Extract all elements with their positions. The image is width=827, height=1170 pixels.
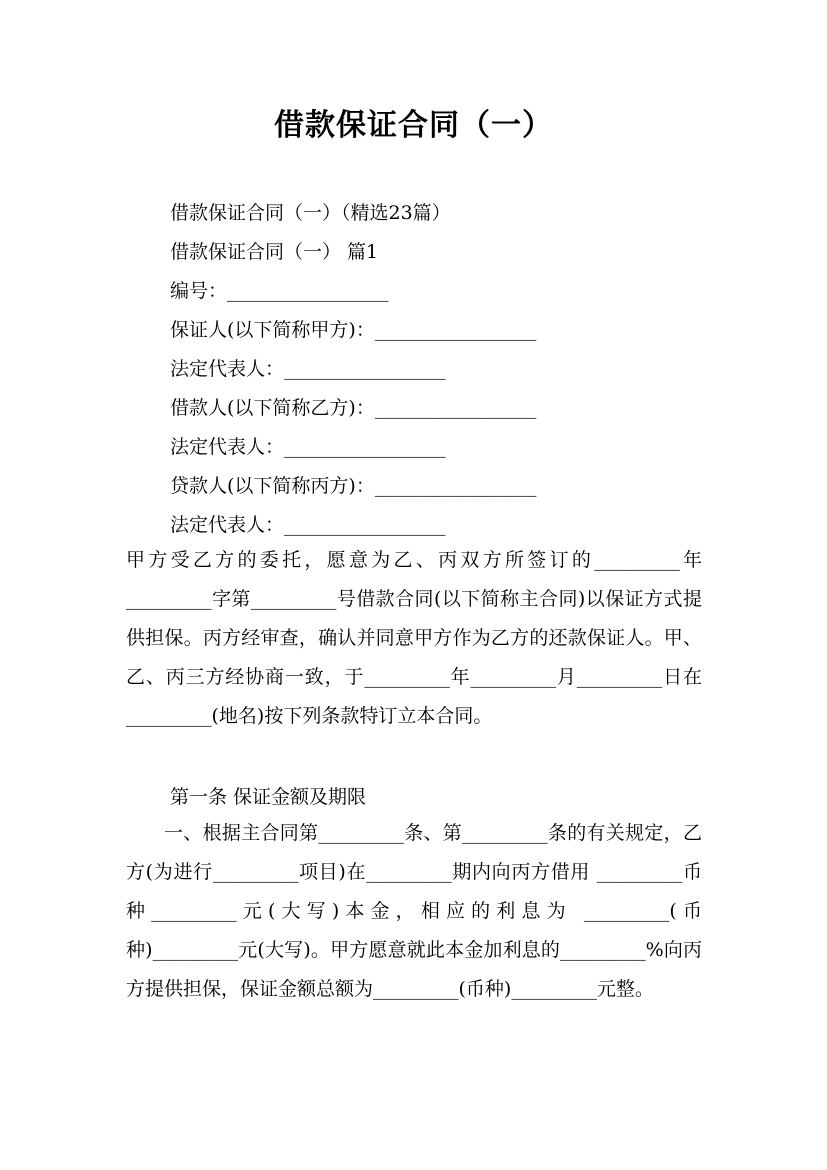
article-heading: 第一条 保证金额及期限: [170, 786, 367, 808]
lender-representative-field: 法定代表人：_________________: [170, 514, 446, 536]
preamble-paragraph: 甲方受乙方的委托，愿意为乙、丙双方所签订的_________年_________字第_________号借款合同(以下简称主合同)以保证方式提供担保。丙方经审查，确认并同意甲方作为乙方的还款保证人。甲、乙、丙三方经协商一致，于_________年_________月_________日在 _________(地名)按下列条款特订立本合同。: [126, 549, 702, 727]
borrower-field: 借款人(以下简称乙方)：_________________: [170, 397, 537, 419]
document-title: 借款保证合同（一）: [274, 108, 553, 143]
article-paragraph: 一、根据主合同第_________条、第_________条的有关规定，乙方(为进行_________项目)在_________期内向丙方借用 _________币种_________元(大写)本金，相应的利息为 _________(币种)_________元(大写)。甲方愿意就此本金加利息的_________%向丙方提供担保，保证金额总额为_________(币种)_________元整。: [126, 822, 702, 1000]
guarantor-representative-field: 法定代表人：_________________: [170, 358, 446, 380]
subtitle-line: 借款保证合同（一）（精选23篇）: [170, 202, 451, 224]
chapter-line: 借款保证合同（一） 篇1: [170, 241, 379, 263]
borrower-representative-field: 法定代表人：_________________: [170, 436, 446, 458]
guarantor-field: 保证人(以下简称甲方)：_________________: [170, 319, 537, 341]
contract-number-field: 编号：_________________: [170, 280, 389, 302]
lender-field: 贷款人(以下简称丙方)：_________________: [170, 475, 537, 497]
